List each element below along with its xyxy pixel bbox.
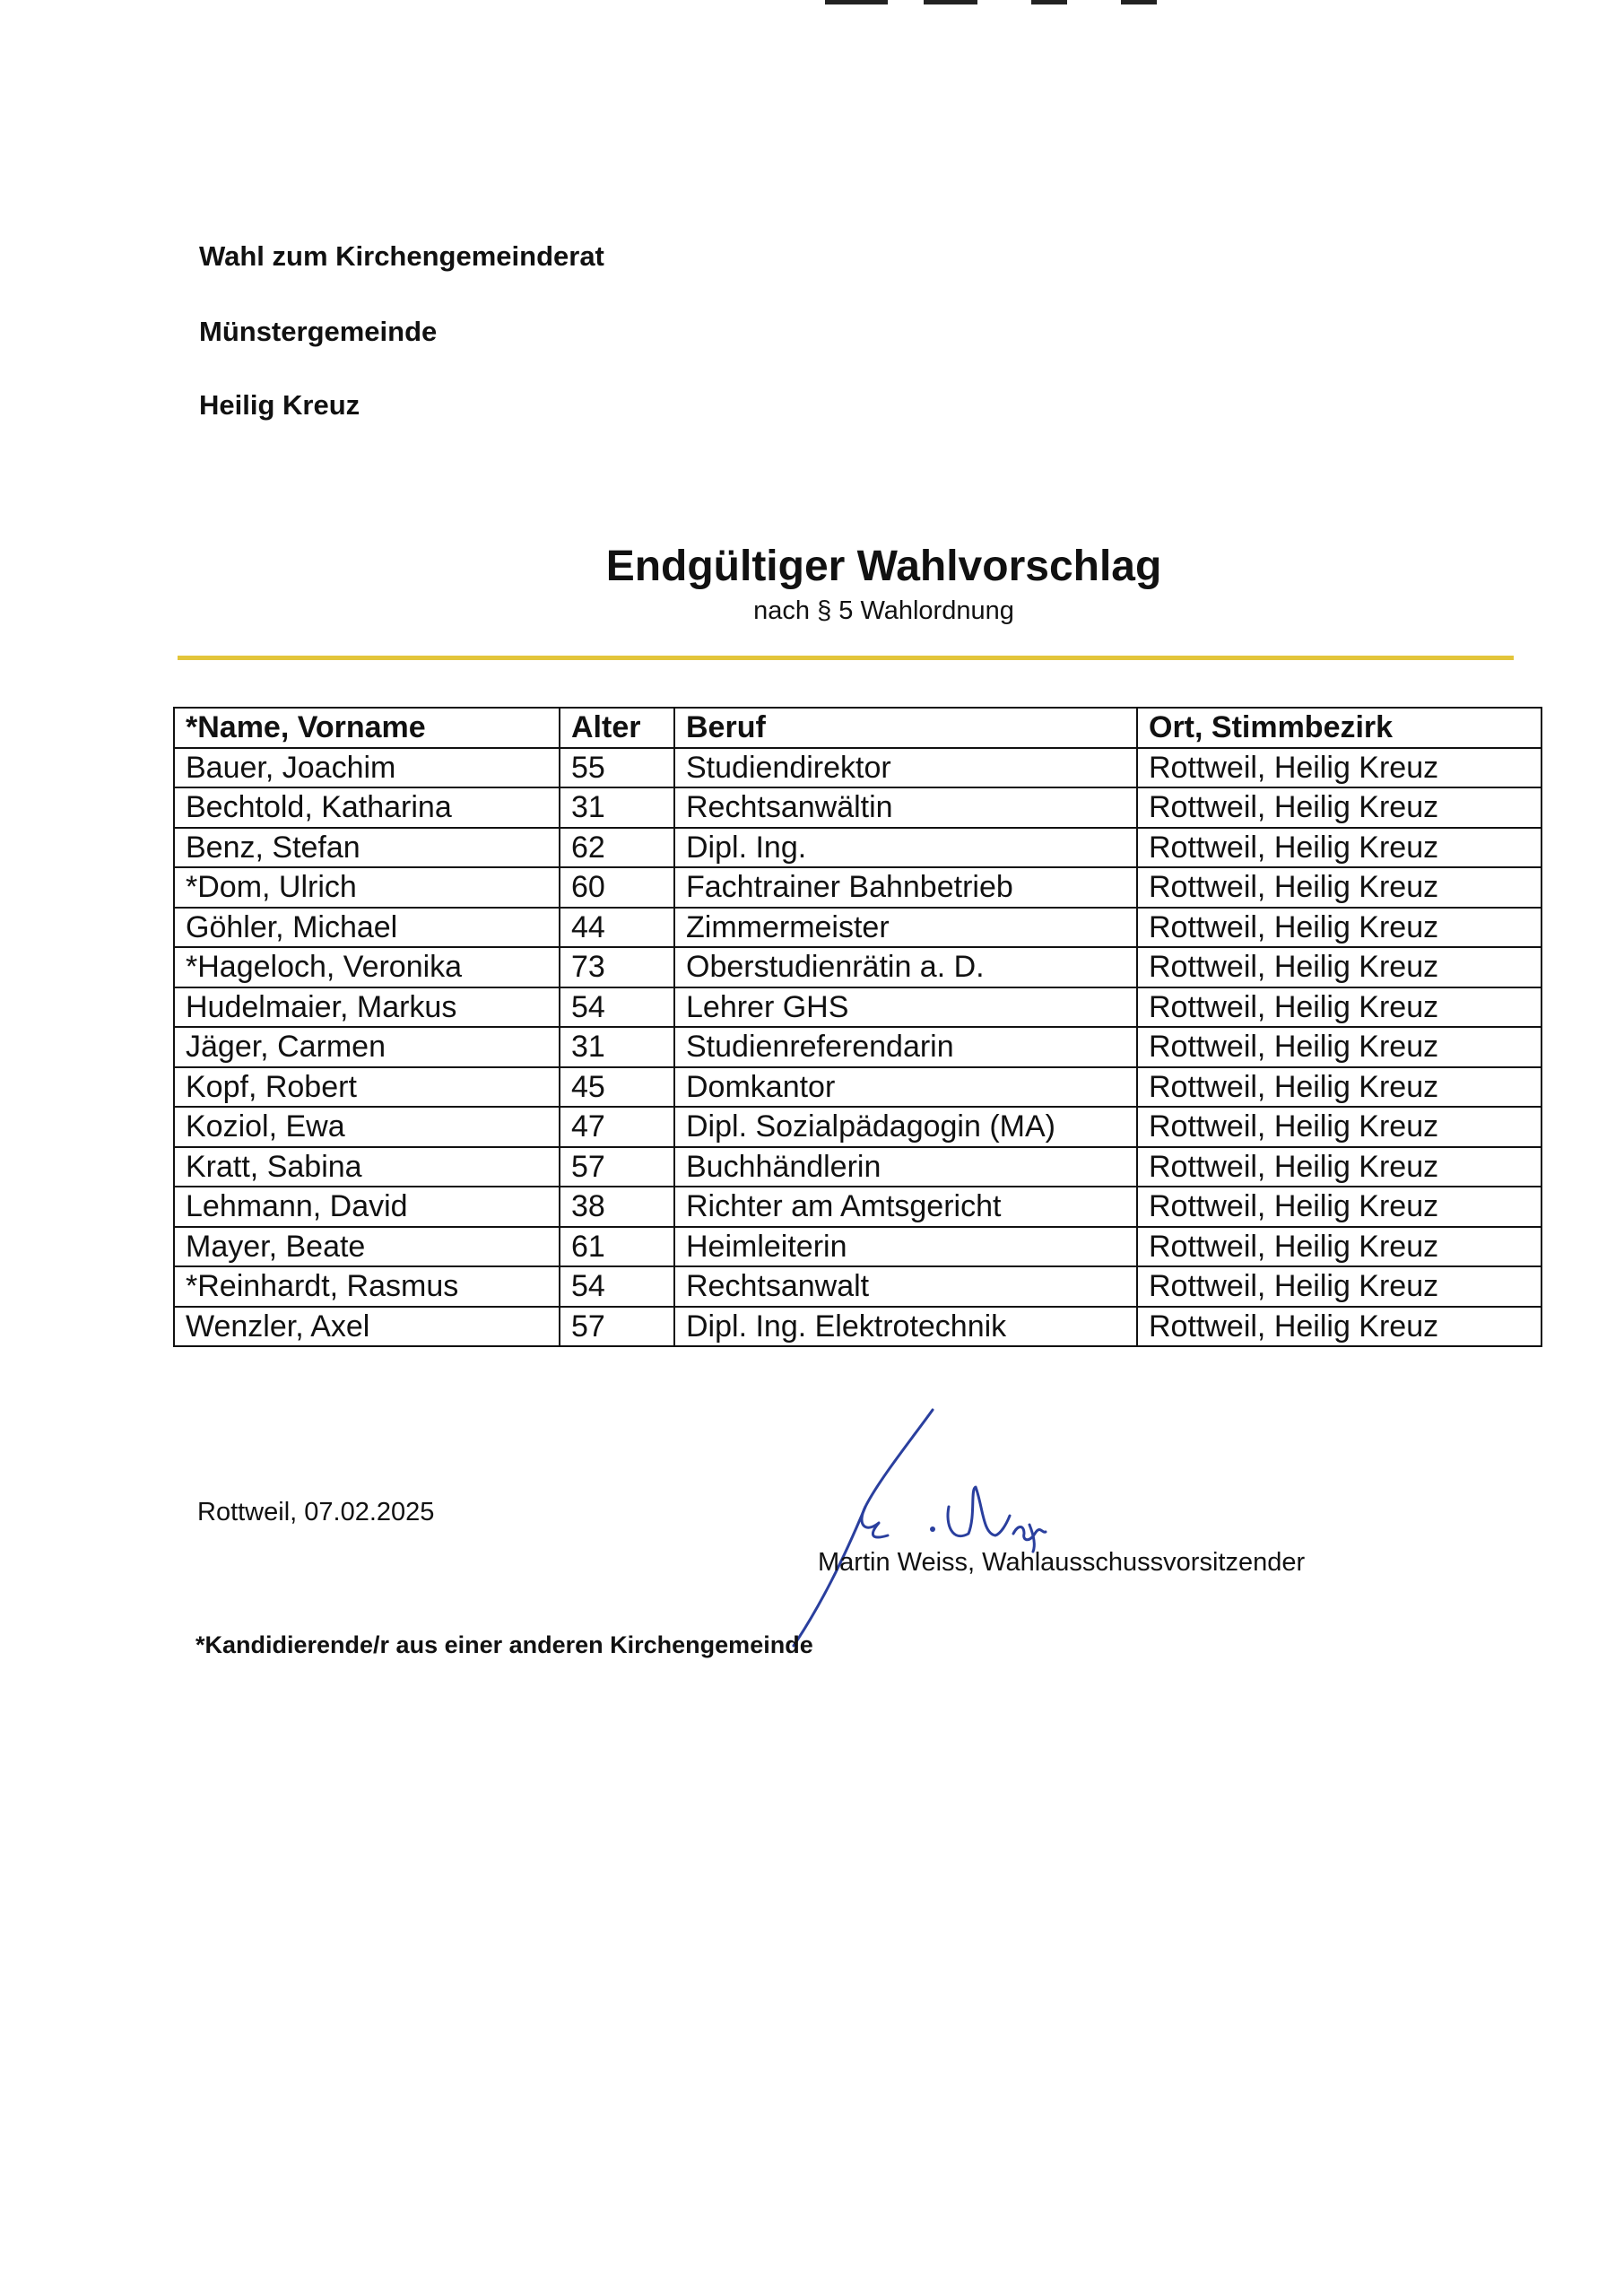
header-age: Alter — [560, 708, 674, 748]
cell-occupation: Lehrer GHS — [674, 987, 1137, 1028]
cell-age: 31 — [560, 787, 674, 828]
parish-name: Münstergemeinde — [199, 316, 438, 347]
cell-location: Rottweil, Heilig Kreuz — [1137, 828, 1541, 868]
table-row — [174, 828, 1541, 868]
cell-age: 55 — [560, 748, 674, 788]
document-subtitle: nach § 5 Wahlordnung — [753, 596, 1014, 625]
footnote: *Kandidierende/r aus einer anderen Kirchengemeinde — [195, 1631, 813, 1658]
table-row — [174, 987, 1541, 1028]
cell-occupation: Dipl. Sozialpädagogin (MA) — [674, 1107, 1137, 1147]
cell-age: 62 — [560, 828, 674, 868]
cell-location: Rottweil, Heilig Kreuz — [1137, 987, 1541, 1028]
cell-location: Rottweil, Heilig Kreuz — [1137, 748, 1541, 788]
table-row — [174, 1187, 1541, 1227]
table-row — [174, 947, 1541, 987]
handwritten-signature — [744, 1399, 1067, 1650]
header-name: *Name, Vorname — [174, 708, 560, 748]
cell-age: 54 — [560, 1266, 674, 1307]
cell-occupation: Rechtsanwältin — [674, 787, 1137, 828]
district-name: Heilig Kreuz — [199, 389, 360, 421]
election-title: Wahl zum Kirchengemeinderat — [199, 240, 604, 272]
table-row — [174, 1107, 1541, 1147]
cell-age: 45 — [560, 1067, 674, 1108]
cell-name: Koziol, Ewa — [174, 1107, 560, 1147]
cell-name: *Reinhardt, Rasmus — [174, 1266, 560, 1307]
cell-location: Rottweil, Heilig Kreuz — [1137, 1147, 1541, 1187]
cell-location: Rottweil, Heilig Kreuz — [1137, 1027, 1541, 1067]
cell-location: Rottweil, Heilig Kreuz — [1137, 867, 1541, 908]
cell-age: 47 — [560, 1107, 674, 1147]
candidates-table — [173, 707, 1542, 1347]
cell-name: Hudelmaier, Markus — [174, 987, 560, 1028]
table-row — [174, 1307, 1541, 1347]
cell-age: 44 — [560, 908, 674, 948]
cell-name: *Dom, Ulrich — [174, 867, 560, 908]
cell-occupation: Dipl. Ing. Elektrotechnik — [674, 1307, 1137, 1347]
header-occupation: Beruf — [674, 708, 1137, 748]
place-date: Rottweil, 07.02.2025 — [197, 1498, 435, 1526]
cell-occupation: Oberstudienrätin a. D. — [674, 947, 1137, 987]
table-row — [174, 1266, 1541, 1307]
cell-age: 57 — [560, 1147, 674, 1187]
cell-name: Bechtold, Katharina — [174, 787, 560, 828]
cell-occupation: Studienreferendarin — [674, 1027, 1137, 1067]
cell-age: 57 — [560, 1307, 674, 1347]
cell-location: Rottweil, Heilig Kreuz — [1137, 1187, 1541, 1227]
cell-name: Mayer, Beate — [174, 1227, 560, 1267]
cell-occupation: Rechtsanwalt — [674, 1266, 1137, 1307]
document-title-block — [0, 542, 1624, 626]
header-location: Ort, Stimmbezirk — [1137, 708, 1541, 748]
table-row — [174, 1227, 1541, 1267]
candidates-table-body — [174, 748, 1541, 1347]
cell-age: 38 — [560, 1187, 674, 1227]
cell-occupation: Heimleiterin — [674, 1227, 1137, 1267]
cell-location: Rottweil, Heilig Kreuz — [1137, 1067, 1541, 1108]
yellow-divider — [178, 656, 1514, 660]
cell-name: *Hageloch, Veronika — [174, 947, 560, 987]
cell-location: Rottweil, Heilig Kreuz — [1137, 1307, 1541, 1347]
cell-age: 61 — [560, 1227, 674, 1267]
cell-name: Kopf, Robert — [174, 1067, 560, 1108]
cell-occupation: Buchhändlerin — [674, 1147, 1137, 1187]
signatory-name: Martin Weiss, Wahlausschussvorsitzender — [818, 1548, 1306, 1577]
cell-age: 54 — [560, 987, 674, 1028]
cell-name: Jäger, Carmen — [174, 1027, 560, 1067]
table-header-row — [174, 708, 1541, 748]
cell-location: Rottweil, Heilig Kreuz — [1137, 1266, 1541, 1307]
cell-location: Rottweil, Heilig Kreuz — [1137, 1107, 1541, 1147]
cell-location: Rottweil, Heilig Kreuz — [1137, 787, 1541, 828]
cell-location: Rottweil, Heilig Kreuz — [1137, 908, 1541, 948]
document-title: Endgültiger Wahlvorschlag — [605, 543, 1162, 590]
table-row — [174, 908, 1541, 948]
cell-occupation: Richter am Amtsgericht — [674, 1187, 1137, 1227]
cell-name: Lehmann, David — [174, 1187, 560, 1227]
cell-age: 73 — [560, 947, 674, 987]
cell-location: Rottweil, Heilig Kreuz — [1137, 1227, 1541, 1267]
cell-name: Bauer, Joachim — [174, 748, 560, 788]
cell-occupation: Fachtrainer Bahnbetrieb — [674, 867, 1137, 908]
cell-name: Kratt, Sabina — [174, 1147, 560, 1187]
table-row — [174, 748, 1541, 788]
cell-name: Wenzler, Axel — [174, 1307, 560, 1347]
cell-age: 31 — [560, 1027, 674, 1067]
cell-age: 60 — [560, 867, 674, 908]
cell-occupation: Studiendirektor — [674, 748, 1137, 788]
cell-occupation: Dipl. Ing. — [674, 828, 1137, 868]
table-row — [174, 1067, 1541, 1108]
table-row — [174, 787, 1541, 828]
cell-occupation: Domkantor — [674, 1067, 1137, 1108]
table-row — [174, 1027, 1541, 1067]
table-row — [174, 867, 1541, 908]
table-row — [174, 1147, 1541, 1187]
cell-location: Rottweil, Heilig Kreuz — [1137, 947, 1541, 987]
cell-name: Benz, Stefan — [174, 828, 560, 868]
cell-occupation: Zimmermeister — [674, 908, 1137, 948]
cell-name: Göhler, Michael — [174, 908, 560, 948]
scan-artifact-marks — [789, 0, 1220, 5]
